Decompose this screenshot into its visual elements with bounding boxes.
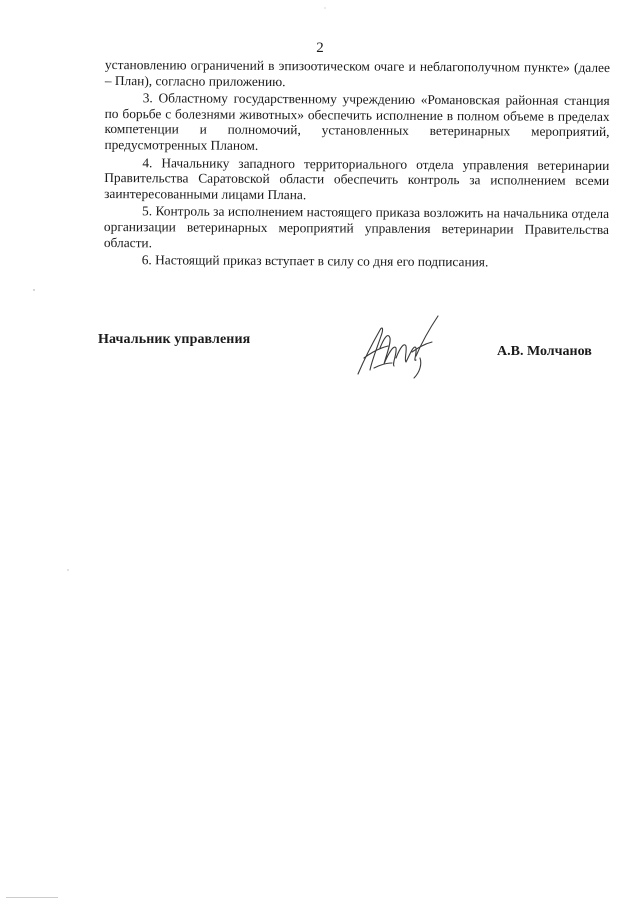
paragraph-item-4: 4. Начальнику западного территориального отдела управления ветеринарии Правительства Саратовской области обеспечить контроль за исполнением всеми заинтересованными лицами Плана. [104, 154, 610, 202]
paragraph-item-3: 3. Областному государственному учреждению «Романовская районная станция по борьбе с болезнями животных» обеспечить исполнение в полном объеме в пределах компетенции и полномочий, установленных ветеринарных мероприятий, предусмотренных Планом. [104, 90, 610, 153]
paragraph-item-5: 5. Контроль за исполнением настоящего приказа возложить на начальника отдела организации ветеринарных мероприятий управления ветеринарии Правительства области. [103, 203, 610, 250]
page-number: 2 [316, 40, 324, 56]
document-body [104, 57, 610, 271]
signature-block [0, 300, 640, 390]
handwritten-signature [350, 308, 450, 380]
signer-name: А.В. Молчанов [497, 344, 592, 359]
signer-title: Начальник управления [98, 332, 251, 347]
paragraph-continuation: установлению ограничений в эпизоотическом очаге и неблагополучном пункте» (далее – План), согласно приложению. [104, 57, 610, 89]
paragraph-item-6: 6. Настоящий приказ вступает в силу со дня его подписания. [141, 252, 489, 270]
